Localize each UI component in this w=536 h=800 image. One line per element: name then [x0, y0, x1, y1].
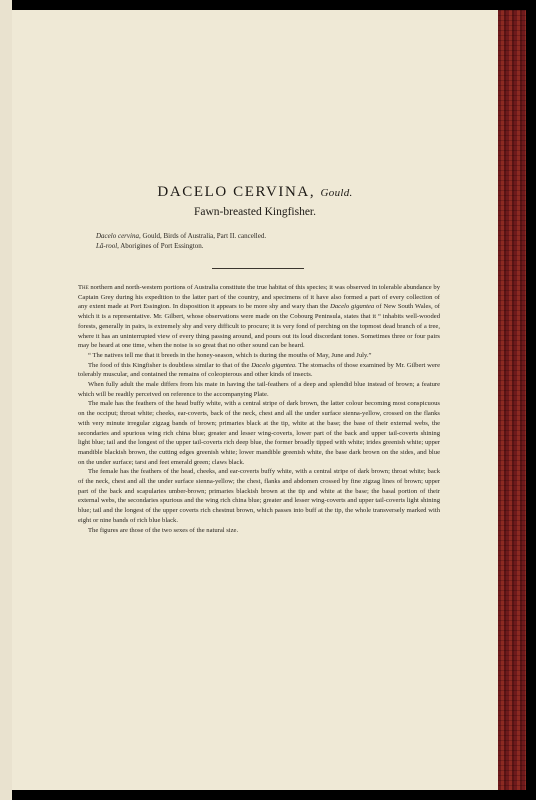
book-page — [12, 10, 498, 790]
title-divider — [212, 268, 304, 269]
body-text — [78, 283, 440, 535]
paragraph: The male has the feathers of the head buffy white, with a central stripe of dark brown, the latter colour becoming most conspicuous on the occiput; throat white; cheeks, ear-coverts, back of the neck, chest and all the under surface sienna-yellow, crossed on the flanks with very minute irregular zigzag bands of brown; primaries black at the tip, white at the base; the base of their external webs, the secondaries and spurious wing rich china blue; greater and lesser wing-coverts, lower part of the back and upper tail-coverts shining light blue; tail and the longest of the upper tail-coverts rich deep blue, the former broadly tipped with white; irides greenish white; upper mandible blackish brown, the cutting edges greenish white; lower mandible greenish white, the base dark brown on the sides, and blue on the under surface; tarsi and feet emerald green; claws black. — [78, 400, 440, 466]
synonym-italic: Lā-rool, — [96, 242, 119, 250]
text-run: northern and north-western portions of Australia constitute the true habitat of this species; it was observed in tolerable abundance by Captain Grey during his expedition to the latter part of the country, and specimens of it have also formed a part of every collection of any extent made at Port Essington. In disposition it appears to be more shy and wary than the — [78, 284, 440, 311]
paragraph: “ The natives tell me that it breeds in the honey-season, which is during the mouths of May, June and July.” — [88, 351, 372, 359]
paragraph: When fully adult the male differs from his mate in having the tail-feathers of a deep and splendid blue instead of brown; a feature which will be readily perceived on reference to the accompanying Plate. — [78, 381, 440, 398]
common-name: Fawn-breasted Kingfisher. — [194, 206, 316, 218]
paragraph: The figures are those of the two sexes of the natural size. — [88, 526, 239, 534]
paragraph: The female has the feathers of the head, cheeks, and ear-coverts buffy white, with a central stripe of dark brown; throat white; back of the neck, chest and all the under surface sienna-yellow; the chest, flanks and abdomen crossed by fine zigzag lines of brown; upper part of the back and scapularies umber-brown; primaries blackish brown at the tip and white at the base; the basal portion of their external webs, the secondaries spurious and the wing rich china blue; greater and lesser wing-coverts and upper tail-coverts light shining blue; tail and the longest of the upper coverts rich chestnut brown, which passes into buff at the tip, the whole transversely marked with eight or nine bands of rich blue black. — [78, 468, 440, 524]
facing-page-edge — [0, 0, 12, 800]
text-run: The food of this Kingfisher is doubtless similar to that of the — [88, 361, 252, 369]
book-binding — [498, 10, 526, 790]
page-title — [12, 184, 498, 201]
synonym-italic: Dacelo cervina, — [96, 232, 141, 240]
paragraph — [78, 361, 440, 380]
paragraph — [78, 283, 440, 351]
text-run: The stomachs of those examined by Mr. Gilbert were tolerably muscular, and contained the remains of coleopterous and other kinds of insects. — [78, 361, 440, 379]
synonym-line — [96, 232, 266, 240]
italic-run: Dacelo gigantea — [330, 303, 375, 311]
synonym-text: Aborigines of Port Essington. — [118, 242, 204, 250]
synonym-line — [96, 242, 203, 250]
text-run: of New South Wales, of which it is a representative. Mr. Gilbert, whose observations were made on the Cobourg Peninsula, states that it “ inhabits well-wooded forests, generally in pairs, is extremely shy and very difficult to procure; it is very fond of perching on the topmost dead branch of a tree, where it has an uninterrupted view of every thing passing around, and pours out its loud discordant tones. Sometimes three or four pairs may be heard at one time, when the noise is so great that no other sound can be heard. — [78, 303, 440, 350]
lead-word: The — [78, 284, 89, 291]
italic-run: Dacelo gigantea. — [251, 361, 297, 369]
synonym-text: Gould, Birds of Australia, Part II. cancelled. — [140, 232, 267, 240]
species-author: Gould. — [320, 187, 353, 199]
species-name: DACELO CERVINA, — [157, 184, 316, 200]
